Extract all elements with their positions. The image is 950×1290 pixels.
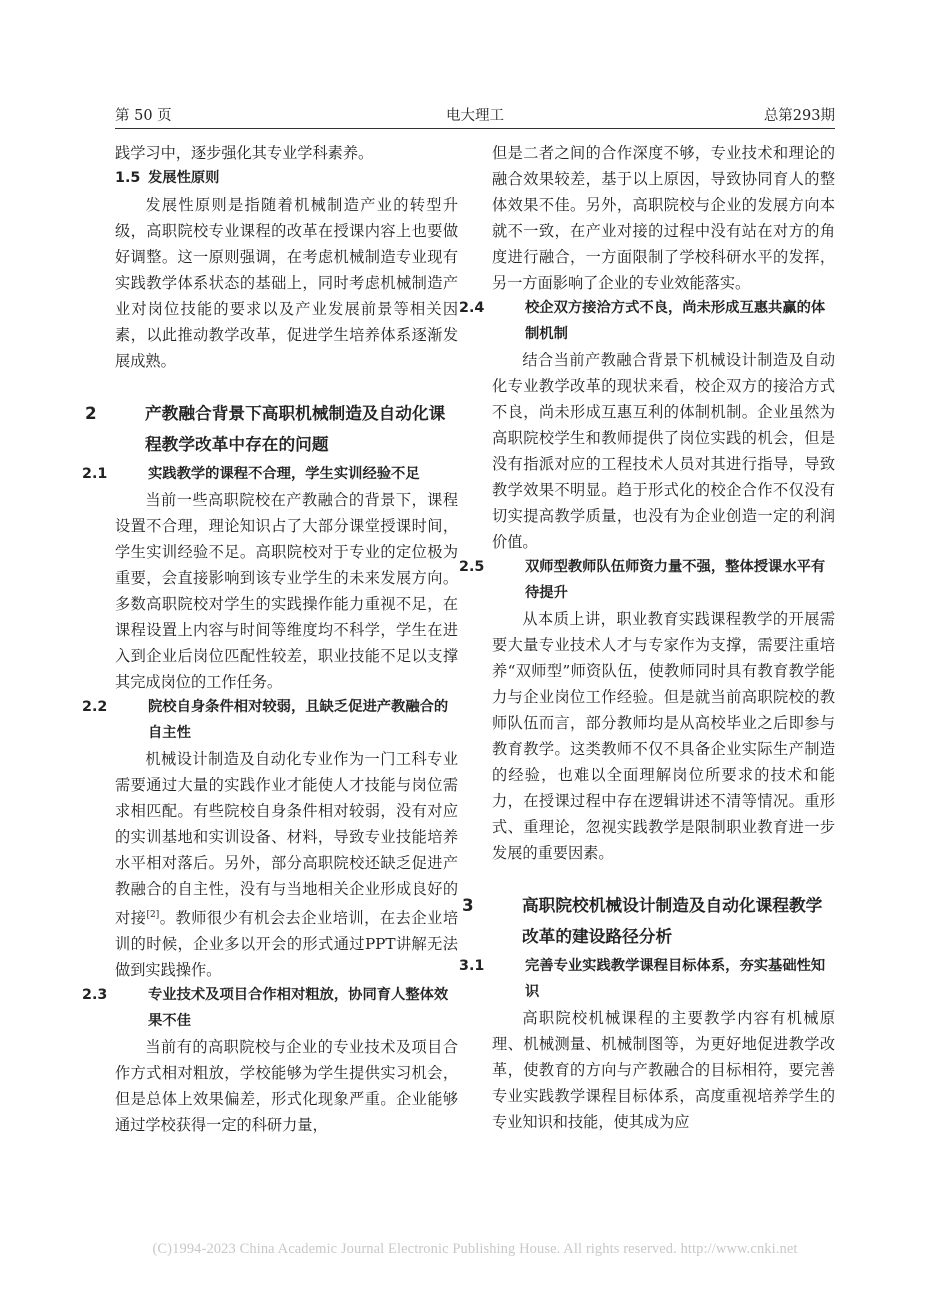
issue-number: 总第293期 [763, 108, 835, 124]
subsection-heading [82, 695, 458, 746]
paragraph-text: 当前有的高职院校与企业的专业技术及项目合作方式相对粗放，学校能够为学生提供实习机会，但是总体上效果偏差，形式化现象严重。企业能够通过学校获得一定的科研力量， [115, 1038, 458, 1135]
heading-text: 产教融合背景下高职机械制造及自动化课程教学改革中存在的问题 [145, 402, 446, 454]
heading-number: 3.1 [459, 958, 485, 974]
paragraph [492, 1005, 835, 1135]
paragraph-text-continued: 。教师很少有机会去企业培训，在去企业培训的时候，企业多以开会的形式通过PPT讲解无法做到实践操作。 [115, 909, 459, 980]
paragraph [115, 140, 458, 166]
paragraph-text: 机械设计制造及自动化专业作为一门工科专业需要通过大量的实践作业才能使人才技能与岗位需求相匹配。有些院校自身条件相对较弱，没有对应的实训基地和实训设备、材料，导致专业技能培养水平相对落后。另外，部分高职院校还缺乏促进产教融合的自主性，没有与当地相关企业形成良好的对接 [115, 750, 458, 928]
subsection-heading [459, 555, 835, 606]
paragraph [492, 606, 835, 866]
heading-text: 发展性原则 [148, 170, 220, 186]
page-header [115, 104, 835, 126]
citation-ref: [2] [146, 910, 160, 920]
heading-number: 2.3 [82, 987, 108, 1004]
paragraph-text: 高职院校机械课程的主要教学内容有机械原理、机械测量、机械制图等，为更好地促进教学改革，使教育的方向与产教融合的目标相符，要完善专业实践教学课程目标体系，高度重视培养学生的专业知识和技能，使其成为应 [492, 1009, 835, 1131]
paragraph [115, 487, 458, 695]
heading-number: 2.4 [459, 300, 485, 316]
paragraph [115, 1034, 458, 1138]
left-column [82, 140, 459, 1138]
heading-text: 院校自身条件相对较弱，且缺乏促进产教融合的自主性 [148, 699, 449, 741]
paragraph-text: 发展性原则是指随着机械制造产业的转型升级，高职院校专业课程的改革在授课内容上也要做好调整。这一原则强调，在考虑机械制造专业现有实践教学体系状态的基础上，同时考虑机械制造产业对岗位技能的要求以及产业发展前景等相关因素，以此推动教学改革，促进学生培养体系逐渐发展成熟。 [115, 195, 458, 370]
section-heading [85, 398, 458, 460]
heading-text: 专业技术及项目合作相对粗放，协同育人整体效果不佳 [148, 987, 449, 1029]
subsection-heading [459, 296, 835, 347]
heading-text: 完善专业实践教学课程目标体系，夯实基础性知识 [525, 958, 826, 1000]
subsection-heading [82, 462, 458, 488]
heading-text: 实践教学的课程不合理，学生实训经验不足 [148, 465, 420, 482]
right-column [459, 140, 835, 1135]
paragraph [492, 347, 835, 555]
heading-number: 2.5 [459, 559, 485, 575]
heading-text: 校企双方接洽方式不良，尚未形成互惠共赢的体制机制 [525, 300, 826, 342]
journal-name: 电大理工 [446, 108, 504, 124]
subsection-heading [115, 166, 458, 192]
heading-text: 高职院校机械设计制造及自动化课程教学改革的建设路径分析 [522, 895, 823, 946]
heading-number: 1.5 [115, 170, 141, 186]
heading-text: 双师型教师队伍师资力量不强，整体授课水平有待提升 [525, 559, 826, 601]
paragraph-text: 当前一些高职院校在产教融合的背景下，课程设置不合理，理论知识占了大部分课堂授课时间，学生实训经验不足。高职院校对于专业的定位极为重要，会直接影响到该专业学生的未来发展方向。多数高职院校对学生的实践操作能力重视不足，在课程设置上内容与时间等维度均不科学，学生在进入到企业后岗位匹配性较差，职业技能不足以支撑其完成岗位的工作任务。 [115, 491, 458, 691]
copyright-footer: (C)1994-2023 China Academic Journal Electronic Publishing House. All rights reserved. http://www.cnki.net [152, 1241, 798, 1257]
heading-number: 3 [462, 895, 474, 915]
header-divider [115, 128, 835, 129]
subsection-heading [459, 954, 835, 1005]
heading-number: 2.1 [82, 465, 108, 482]
paragraph-text: 从本质上讲，职业教育实践课程教学的开展需要大量专业技术人才与专家作为支撑，需要注重培养“双师型”师资队伍，使教师同时具有教育教学能力与企业岗位工作经验。但是就当前高职院校的教师队伍而言，部分教师均是从高校毕业之后即参与教育教学。这类教师不仅不具备企业实际生产制造的经验，也难以全面理解岗位所要求的技术和能力，在授课过程中存在逻辑讲述不清等情况。重形式、重理论，忽视实践教学是限制职业教育进一步发展的重要因素。 [492, 610, 835, 862]
paragraph-text: 但是二者之间的合作深度不够，专业技术和理论的融合效果较差，基于以上原因，导致协同育人的整体效果不佳。另外，高职院校与企业的发展方向本就不一致，在产业对接的过程中没有站在对方的角度进行融合，一方面限制了学校科研水平的发挥，另一方面影响了企业的专业效能落实。 [492, 144, 835, 292]
paragraph-text: 结合当前产教融合背景下机械设计制造及自动化专业教学改革的现状来看，校企双方的接洽方式不良，尚未形成互惠互利的体制机制。企业虽然为高职院校学生和教师提供了岗位实践的机会，但是没有指派对应的工程技术人员对其进行指导，导致教学效果不明显。趋于形式化的校企合作不仅没有切实提高教学质量，也没有为企业创造一定的利润价值。 [492, 351, 835, 551]
paragraph [492, 140, 835, 296]
section-heading [462, 890, 835, 952]
subsection-heading [82, 983, 458, 1034]
paragraph [115, 192, 458, 374]
paragraph [115, 746, 458, 983]
heading-number: 2 [85, 402, 97, 423]
heading-number: 2.2 [82, 699, 108, 715]
paragraph-text: 践学习中，逐步强化其专业学科素养。 [115, 144, 374, 162]
page-number: 第 50 页 [115, 108, 172, 124]
